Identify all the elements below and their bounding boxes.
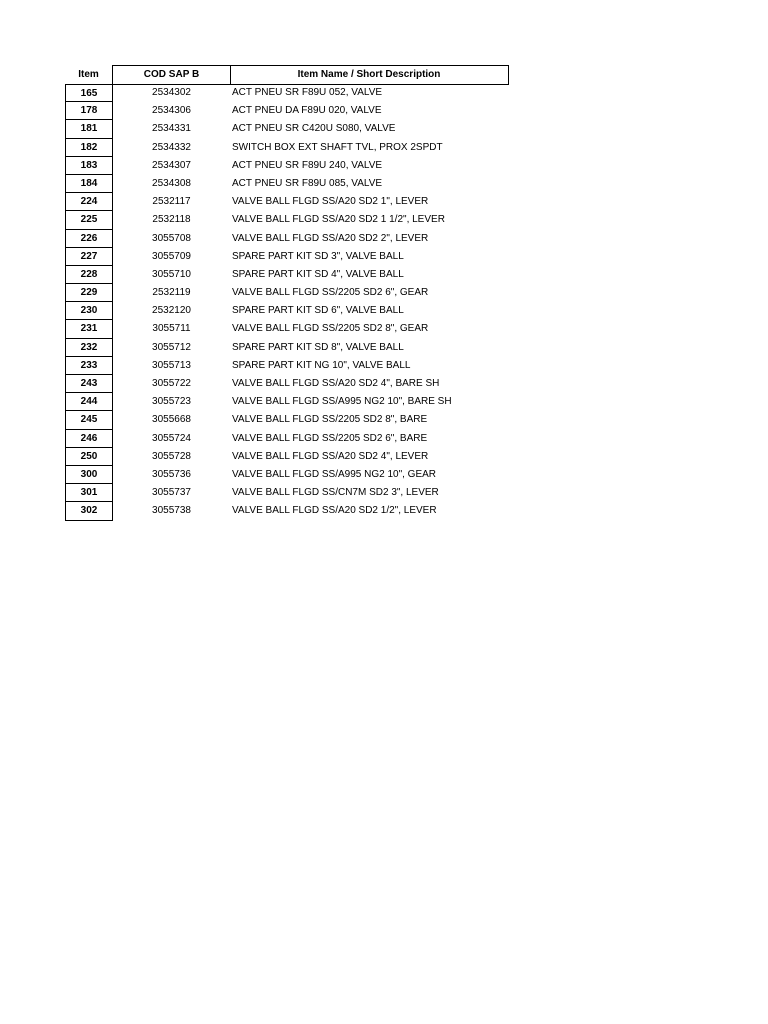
cell-item: 246	[65, 430, 113, 448]
table-row	[65, 102, 510, 120]
cell-cod-sap-b: 2534306	[152, 105, 191, 117]
cell-cod-sap-b: 3055736	[152, 468, 191, 480]
cell-item-name: SWITCH BOX EXT SHAFT TVL, PROX 2SPDT	[232, 141, 443, 153]
table-row	[65, 157, 510, 175]
cell-item-name: SPARE PART KIT SD 8", VALVE BALL	[232, 341, 404, 353]
table-row	[65, 120, 510, 138]
cell-item-name: ACT PNEU DA F89U 020, VALVE	[232, 105, 382, 117]
table-row	[65, 393, 510, 411]
table-row	[65, 211, 510, 229]
cell-item: 227	[65, 248, 113, 266]
cell-item: 225	[65, 211, 113, 229]
cell-cod-sap-b: 3055723	[152, 396, 191, 408]
table-row	[65, 84, 510, 102]
table-row	[65, 230, 510, 248]
cell-cod-sap-b: 3055712	[152, 341, 191, 353]
cell-item: 165	[65, 84, 113, 102]
cell-item: 245	[65, 411, 113, 429]
cell-item: 232	[65, 339, 113, 357]
cell-cod-sap-b: 3055708	[152, 232, 191, 244]
parts-table	[65, 65, 510, 521]
cell-cod-sap-b: 2534332	[152, 141, 191, 153]
table-row	[65, 248, 510, 266]
cell-item-name: ACT PNEU SR F89U 240, VALVE	[232, 159, 383, 171]
table-row	[65, 139, 510, 157]
cell-item-name: SPARE PART KIT NG 10", VALVE BALL	[232, 359, 411, 371]
cell-item-name: VALVE BALL FLGD SS/2205 SD2 6", BARE	[232, 432, 428, 444]
cell-cod-sap-b: 2534308	[152, 177, 191, 189]
table-row	[65, 175, 510, 193]
table-row	[65, 466, 510, 484]
cell-item: 230	[65, 302, 113, 320]
cell-item-name: VALVE BALL FLGD SS/2205 SD2 8", BARE	[232, 414, 428, 426]
cell-item: 181	[65, 120, 113, 138]
cell-cod-sap-b: 3055722	[152, 378, 191, 389]
cell-item: 183	[65, 157, 113, 175]
cell-item: 233	[65, 357, 113, 375]
cell-item: 224	[65, 193, 113, 211]
table-row	[65, 193, 510, 211]
table-row	[65, 448, 510, 466]
cell-item: 228	[65, 266, 113, 284]
cell-item-name: VALVE BALL FLGD SS/A995 NG2 10", BARE SH	[232, 396, 452, 408]
cell-item-name: VALVE BALL FLGD SS/2205 SD2 8", GEAR	[232, 323, 429, 335]
cell-item: 226	[65, 230, 113, 248]
cell-item-name: SPARE PART KIT SD 4", VALVE BALL	[232, 268, 404, 280]
table-body	[65, 84, 510, 521]
cell-item: 300	[65, 466, 113, 484]
cell-cod-sap-b: 2534302	[152, 87, 191, 98]
cell-item-name: SPARE PART KIT SD 6", VALVE BALL	[232, 305, 404, 317]
table-row	[65, 284, 510, 302]
header-item: Item	[78, 69, 99, 80]
cell-item: 231	[65, 320, 113, 338]
cell-item-name: ACT PNEU SR C420U S080, VALVE	[232, 123, 396, 135]
cell-item-name: VALVE BALL FLGD SS/A20 SD2 4", LEVER	[232, 450, 429, 462]
cell-item-name: VALVE BALL FLGD SS/A20 SD2 2", LEVER	[232, 232, 429, 244]
header-item-name: Item Name / Short Description	[230, 65, 509, 85]
cell-cod-sap-b: 3055738	[152, 505, 191, 517]
cell-item-name: ACT PNEU SR F89U 052, VALVE	[232, 87, 383, 98]
cell-cod-sap-b: 2532117	[152, 196, 191, 208]
table-header	[65, 65, 510, 84]
table-row	[65, 502, 510, 520]
table-row	[65, 375, 510, 393]
cell-item: 229	[65, 284, 113, 302]
cell-cod-sap-b: 3055710	[152, 268, 191, 280]
cell-item: 182	[65, 139, 113, 157]
cell-cod-sap-b: 3055709	[152, 250, 191, 262]
cell-item: 243	[65, 375, 113, 393]
cell-cod-sap-b: 3055711	[152, 323, 191, 335]
cell-item-name: ACT PNEU SR F89U 085, VALVE	[232, 177, 383, 189]
table-row	[65, 320, 510, 338]
table-row	[65, 302, 510, 320]
cell-item-name: VALVE BALL FLGD SS/A20 SD2 4", BARE SH	[232, 378, 440, 389]
cell-item: 301	[65, 484, 113, 502]
cell-cod-sap-b: 2534331	[152, 123, 191, 135]
cell-item-name: SPARE PART KIT SD 3", VALVE BALL	[232, 250, 404, 262]
cell-cod-sap-b: 3055713	[152, 359, 191, 371]
cell-item: 184	[65, 175, 113, 193]
cell-cod-sap-b: 3055728	[152, 450, 191, 462]
table-row	[65, 411, 510, 429]
cell-cod-sap-b: 2532120	[152, 305, 191, 317]
cell-cod-sap-b: 2532118	[152, 214, 191, 226]
header-cod-sap-b: COD SAP B	[112, 65, 231, 85]
cell-item-name: VALVE BALL FLGD SS/2205 SD2 6", GEAR	[232, 287, 429, 299]
cell-cod-sap-b: 2532119	[152, 287, 191, 299]
cell-item: 178	[65, 102, 113, 120]
cell-item-name: VALVE BALL FLGD SS/A20 SD2 1", LEVER	[232, 196, 429, 208]
table-row	[65, 430, 510, 448]
cell-item: 302	[65, 502, 113, 520]
cell-item-name: VALVE BALL FLGD SS/A20 SD2 1/2", LEVER	[232, 505, 437, 517]
table-row	[65, 266, 510, 284]
cell-item: 244	[65, 393, 113, 411]
cell-item-name: VALVE BALL FLGD SS/A20 SD2 1 1/2", LEVER	[232, 214, 445, 226]
cell-item-name: VALVE BALL FLGD SS/CN7M SD2 3", LEVER	[232, 487, 439, 499]
cell-item: 250	[65, 448, 113, 466]
table-row	[65, 339, 510, 357]
cell-cod-sap-b: 3055668	[152, 414, 191, 426]
cell-cod-sap-b: 3055724	[152, 432, 191, 444]
cell-cod-sap-b: 2534307	[152, 159, 191, 171]
table-row	[65, 484, 510, 502]
cell-item-name: VALVE BALL FLGD SS/A995 NG2 10", GEAR	[232, 468, 437, 480]
table-row	[65, 357, 510, 375]
cell-cod-sap-b: 3055737	[152, 487, 191, 499]
